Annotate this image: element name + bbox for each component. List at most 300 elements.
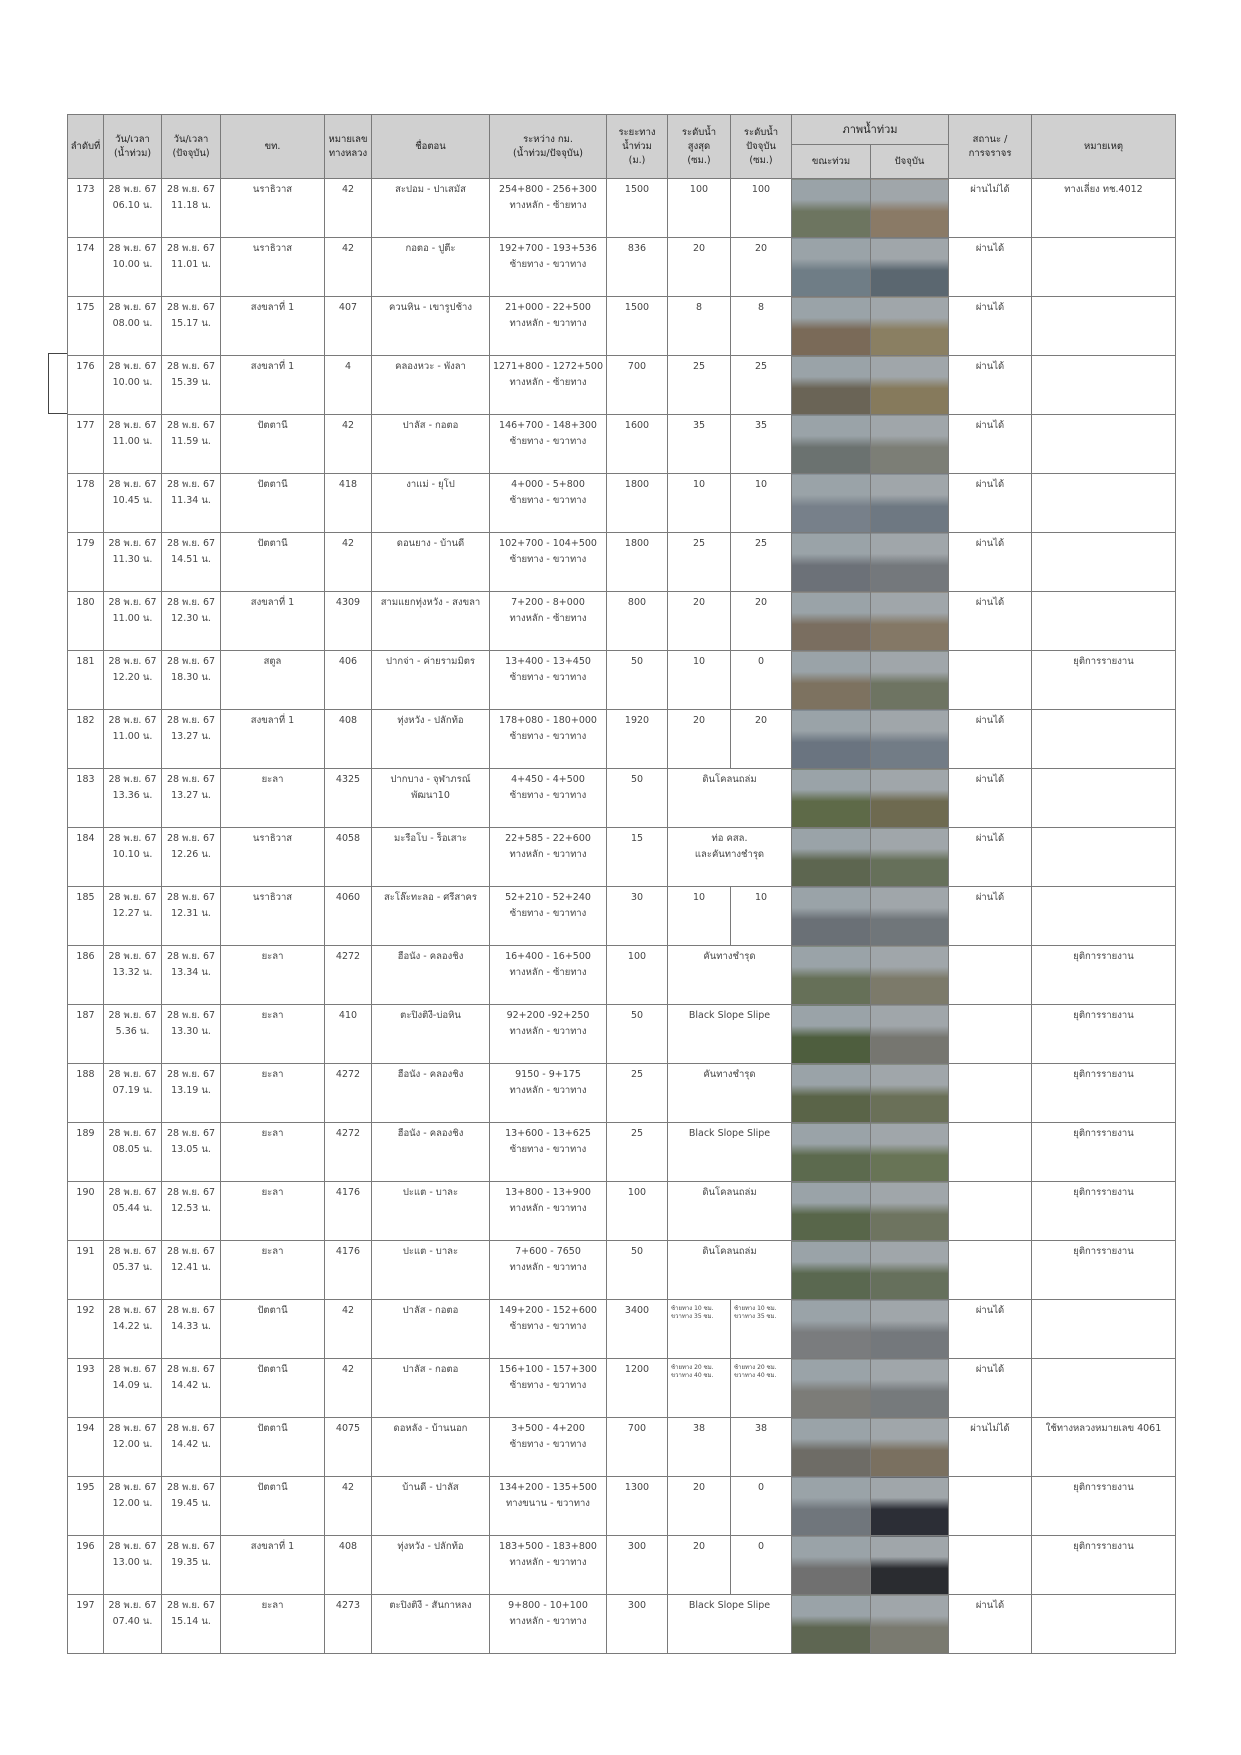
col-seq: ลำดับที่ (68, 115, 104, 179)
row-district: นราธิวาส (221, 238, 325, 297)
row-date-flood: 28 พ.ย. 67 10.00 น. (104, 238, 162, 297)
row-district: ยะลา (221, 769, 325, 828)
row-date-flood: 28 พ.ย. 67 07.40 น. (104, 1595, 162, 1654)
row-distance: 50 (607, 651, 668, 710)
row-district: ยะลา (221, 946, 325, 1005)
row-distance: 3400 (607, 1300, 668, 1359)
row-status: ผ่านได้ (949, 1595, 1032, 1654)
row-date-flood: 28 พ.ย. 67 05.37 น. (104, 1241, 162, 1300)
row-max-level: 100 (668, 179, 731, 238)
row-date-flood: 28 พ.ย. 67 08.05 น. (104, 1123, 162, 1182)
row-date-now: 28 พ.ย. 67 15.17 น. (162, 297, 221, 356)
row-km: 13+400 - 13+450 ซ้ายทาง - ขวาทาง (490, 651, 607, 710)
table-row (68, 887, 1176, 946)
row-km: 192+700 - 193+536 ซ้ายทาง - ขวาทาง (490, 238, 607, 297)
flood-report-table (67, 114, 1176, 1654)
row-date-now: 28 พ.ย. 67 12.31 น. (162, 887, 221, 946)
row-route: 406 (325, 651, 372, 710)
photo-now (871, 1418, 949, 1477)
row-district: ยะลา (221, 1064, 325, 1123)
row-seq: 188 (68, 1064, 104, 1123)
row-seq: 182 (68, 710, 104, 769)
photo-during (792, 1241, 871, 1300)
row-km: 22+585 - 22+600 ทางหลัก - ขวาทาง (490, 828, 607, 887)
photo-during (792, 1418, 871, 1477)
row-km: 4+450 - 4+500 ซ้ายทาง - ขวาทาง (490, 769, 607, 828)
row-seq: 176 (68, 356, 104, 415)
row-status (949, 1477, 1032, 1536)
table-row (68, 1536, 1176, 1595)
col-date-now: วัน/เวลา (ปัจจุบัน) (162, 115, 221, 179)
row-district: สงขลาที่ 1 (221, 297, 325, 356)
row-district: สงขลาที่ 1 (221, 592, 325, 651)
row-district: สตูล (221, 651, 325, 710)
row-section: สะโล๊ะทะลอ - ศรีสาคร (372, 887, 490, 946)
row-date-now: 28 พ.ย. 67 11.34 น. (162, 474, 221, 533)
row-cur-level: 38 (731, 1418, 792, 1477)
row-cur-level: 25 (731, 356, 792, 415)
table-row (68, 710, 1176, 769)
row-km: 13+600 - 13+625 ซ้ายทาง - ขวาทาง (490, 1123, 607, 1182)
row-section: ปะแต - บาละ (372, 1241, 490, 1300)
row-section: คลองหวะ - พังลา (372, 356, 490, 415)
row-section: มะรือโบ - ร็อเสาะ (372, 828, 490, 887)
row-section: ดอหลัง - บ้านนอก (372, 1418, 490, 1477)
row-note (1032, 356, 1176, 415)
row-section: กอตอ - ปูตีะ (372, 238, 490, 297)
row-district: ยะลา (221, 1595, 325, 1654)
row-km: 146+700 - 148+300 ซ้ายทาง - ขวาทาง (490, 415, 607, 474)
row-distance: 700 (607, 356, 668, 415)
row-date-now: 28 พ.ย. 67 13.27 น. (162, 710, 221, 769)
row-date-now: 28 พ.ย. 67 14.51 น. (162, 533, 221, 592)
row-note (1032, 828, 1176, 887)
row-km: 4+000 - 5+800 ซ้ายทาง - ขวาทาง (490, 474, 607, 533)
row-date-now: 28 พ.ย. 67 14.42 น. (162, 1418, 221, 1477)
col-km: ระหว่าง กม. (น้ำท่วม/ปัจจุบัน) (490, 115, 607, 179)
row-distance: 25 (607, 1123, 668, 1182)
row-section: สามแยกทุ่งหวัง - สงขลา (372, 592, 490, 651)
row-note (1032, 238, 1176, 297)
row-district: ปัตตานี (221, 1359, 325, 1418)
row-route: 42 (325, 1477, 372, 1536)
row-section: ปากจ่า - ค่ายรามมิตร (372, 651, 490, 710)
row-section: ตะปิงติงี-บ่อหิน (372, 1005, 490, 1064)
row-status: ผ่านได้ (949, 1300, 1032, 1359)
table-row (68, 415, 1176, 474)
col-max-level: ระดับน้ำ สูงสุด (ซม.) (668, 115, 731, 179)
row-route: 4176 (325, 1182, 372, 1241)
photo-during (792, 710, 871, 769)
photo-during (792, 1300, 871, 1359)
row-km: 3+500 - 4+200 ซ้ายทาง - ขวาทาง (490, 1418, 607, 1477)
row-date-flood: 28 พ.ย. 67 13.36 น. (104, 769, 162, 828)
row-note (1032, 1300, 1176, 1359)
row-distance: 1800 (607, 533, 668, 592)
photo-now (871, 1064, 949, 1123)
row-district: นราธิวาส (221, 179, 325, 238)
photo-during (792, 946, 871, 1005)
row-status (949, 946, 1032, 1005)
row-seq: 193 (68, 1359, 104, 1418)
row-seq: 196 (68, 1536, 104, 1595)
row-date-flood: 28 พ.ย. 67 14.09 น. (104, 1359, 162, 1418)
row-km: 9+800 - 10+100 ทางหลัก - ขวาทาง (490, 1595, 607, 1654)
table-row (68, 1595, 1176, 1654)
row-seq: 185 (68, 887, 104, 946)
row-km: 13+800 - 13+900 ทางหลัก - ขวาทาง (490, 1182, 607, 1241)
row-route: 42 (325, 1359, 372, 1418)
row-cur-level: 0 (731, 651, 792, 710)
photo-during (792, 769, 871, 828)
col-distance: ระยะทาง น้ำท่วม (ม.) (607, 115, 668, 179)
table-row (68, 769, 1176, 828)
table-row (68, 1123, 1176, 1182)
row-date-now: 28 พ.ย. 67 19.35 น. (162, 1536, 221, 1595)
row-damage-type: ดินโคลนถล่ม (668, 1182, 792, 1241)
row-section: งาแม่ - ยุโป (372, 474, 490, 533)
row-date-now: 28 พ.ย. 67 11.59 น. (162, 415, 221, 474)
row-note (1032, 1595, 1176, 1654)
photo-now (871, 238, 949, 297)
row-date-now: 28 พ.ย. 67 13.27 น. (162, 769, 221, 828)
row-route: 408 (325, 1536, 372, 1595)
row-km: 254+800 - 256+300 ทางหลัก - ซ้ายทาง (490, 179, 607, 238)
row-max-level: 10 (668, 474, 731, 533)
row-distance: 1800 (607, 474, 668, 533)
col-district: ขท. (221, 115, 325, 179)
row-status: ผ่านได้ (949, 474, 1032, 533)
row-max-level: 20 (668, 1477, 731, 1536)
row-district: ปัตตานี (221, 1300, 325, 1359)
photo-now (871, 179, 949, 238)
row-note (1032, 415, 1176, 474)
row-status: ผ่านได้ (949, 238, 1032, 297)
row-max-level: 38 (668, 1418, 731, 1477)
row-section: ปาลัส - กอตอ (372, 415, 490, 474)
photo-during (792, 179, 871, 238)
row-damage-type: ท่อ คสล. และคันทางชำรุด (668, 828, 792, 887)
row-seq: 190 (68, 1182, 104, 1241)
row-route: 408 (325, 710, 372, 769)
row-district: ปัตตานี (221, 1418, 325, 1477)
row-status (949, 1123, 1032, 1182)
row-note: ทางเลี่ยง ทช.4012 (1032, 179, 1176, 238)
table-row (68, 179, 1176, 238)
row-km: 7+200 - 8+000 ทางหลัก - ซ้ายทาง (490, 592, 607, 651)
row-date-flood: 28 พ.ย. 67 10.10 น. (104, 828, 162, 887)
table-row (68, 651, 1176, 710)
row-section: สะปอม - ปาเสมัส (372, 179, 490, 238)
row-date-flood: 28 พ.ย. 67 11.00 น. (104, 415, 162, 474)
row-date-now: 28 พ.ย. 67 13.30 น. (162, 1005, 221, 1064)
row-distance: 50 (607, 769, 668, 828)
photo-during (792, 1182, 871, 1241)
col-date-flood: วัน/เวลา (น้ำท่วม) (104, 115, 162, 179)
table-row (68, 1477, 1176, 1536)
row-section: ฮือนัง - คลองชิง (372, 946, 490, 1005)
photo-during (792, 887, 871, 946)
row-max-level: 20 (668, 1536, 731, 1595)
row-date-flood: 28 พ.ย. 67 13.00 น. (104, 1536, 162, 1595)
row-date-now: 28 พ.ย. 67 12.53 น. (162, 1182, 221, 1241)
row-district: ยะลา (221, 1005, 325, 1064)
row-district: สงขลาที่ 1 (221, 356, 325, 415)
row-date-flood: 28 พ.ย. 67 12.00 น. (104, 1477, 162, 1536)
row-max-level: 10 (668, 887, 731, 946)
row-distance: 300 (607, 1536, 668, 1595)
row-district: สงขลาที่ 1 (221, 710, 325, 769)
row-max-level: 25 (668, 356, 731, 415)
row-damage-type: Black Slope Slipe (668, 1005, 792, 1064)
row-route: 42 (325, 533, 372, 592)
row-km: 52+210 - 52+240 ซ้ายทาง - ขวาทาง (490, 887, 607, 946)
row-note (1032, 710, 1176, 769)
row-section: ปาลัส - กอตอ (372, 1300, 490, 1359)
row-note: ยุติการรายงาน (1032, 651, 1176, 710)
row-note (1032, 1359, 1176, 1418)
table-row (68, 1418, 1176, 1477)
row-date-now: 28 พ.ย. 67 15.39 น. (162, 356, 221, 415)
photo-during (792, 474, 871, 533)
row-date-flood: 28 พ.ย. 67 11.00 น. (104, 710, 162, 769)
row-distance: 1200 (607, 1359, 668, 1418)
row-district: นราธิวาส (221, 828, 325, 887)
row-district: นราธิวาส (221, 887, 325, 946)
photo-during (792, 1123, 871, 1182)
photo-during (792, 1064, 871, 1123)
row-status: ผ่านได้ (949, 533, 1032, 592)
col-photo-now: ปัจจุบัน (871, 145, 949, 179)
row-date-now: 28 พ.ย. 67 12.26 น. (162, 828, 221, 887)
row-distance: 836 (607, 238, 668, 297)
row-date-now: 28 พ.ย. 67 12.30 น. (162, 592, 221, 651)
row-route: 4272 (325, 946, 372, 1005)
row-cur-level: 8 (731, 297, 792, 356)
row-max-level: 8 (668, 297, 731, 356)
row-date-flood: 28 พ.ย. 67 5.36 น. (104, 1005, 162, 1064)
col-cur-level: ระดับน้ำ ปัจจุบัน (ซม.) (731, 115, 792, 179)
row-note: ยุติการรายงาน (1032, 1477, 1176, 1536)
margin-bracket (48, 353, 68, 414)
row-district: ปัตตานี (221, 533, 325, 592)
row-cur-level: 35 (731, 415, 792, 474)
row-date-now: 28 พ.ย. 67 15.14 น. (162, 1595, 221, 1654)
row-district: ปัตตานี (221, 1477, 325, 1536)
row-section: ฮือนัง - คลองชิง (372, 1123, 490, 1182)
row-note (1032, 533, 1176, 592)
row-route: 4325 (325, 769, 372, 828)
row-route: 4060 (325, 887, 372, 946)
row-date-flood: 28 พ.ย. 67 06.10 น. (104, 179, 162, 238)
row-note (1032, 297, 1176, 356)
row-seq: 194 (68, 1418, 104, 1477)
photo-now (871, 1005, 949, 1064)
row-seq: 181 (68, 651, 104, 710)
row-cur-level: 100 (731, 179, 792, 238)
photo-during (792, 1536, 871, 1595)
row-status: ผ่านไม่ได้ (949, 179, 1032, 238)
row-km: 92+200 -92+250 ทางหลัก - ขวาทาง (490, 1005, 607, 1064)
row-district: ยะลา (221, 1241, 325, 1300)
table-row (68, 297, 1176, 356)
row-route: 42 (325, 415, 372, 474)
row-distance: 1300 (607, 1477, 668, 1536)
photo-during (792, 1005, 871, 1064)
row-distance: 30 (607, 887, 668, 946)
photo-during (792, 828, 871, 887)
row-date-flood: 28 พ.ย. 67 11.00 น. (104, 592, 162, 651)
row-damage-type: Black Slope Slipe (668, 1123, 792, 1182)
row-cur-level: 20 (731, 592, 792, 651)
row-max-level-text: ซ้ายทาง 20 ซม. ขวาทาง 40 ซม. (671, 1364, 714, 1379)
row-date-now: 28 พ.ย. 67 13.05 น. (162, 1123, 221, 1182)
photo-during (792, 1477, 871, 1536)
photo-now (871, 946, 949, 1005)
row-seq: 187 (68, 1005, 104, 1064)
row-status: ผ่านไม่ได้ (949, 1418, 1032, 1477)
row-cur-level: 0 (731, 1536, 792, 1595)
row-route: 4272 (325, 1064, 372, 1123)
row-max-level: 35 (668, 415, 731, 474)
row-seq: 189 (68, 1123, 104, 1182)
row-note (1032, 474, 1176, 533)
photo-now (871, 1182, 949, 1241)
row-seq: 195 (68, 1477, 104, 1536)
photo-now (871, 1477, 949, 1536)
row-distance: 100 (607, 946, 668, 1005)
photo-now (871, 474, 949, 533)
row-max-level: 20 (668, 238, 731, 297)
row-section: ดอนยาง - บ้านดี (372, 533, 490, 592)
row-max-level: 10 (668, 651, 731, 710)
photo-now (871, 1536, 949, 1595)
photo-during (792, 651, 871, 710)
photo-now (871, 1123, 949, 1182)
row-section: ทุ่งหวัง - ปลักท้อ (372, 710, 490, 769)
photo-now (871, 828, 949, 887)
row-date-now: 28 พ.ย. 67 14.33 น. (162, 1300, 221, 1359)
row-seq: 174 (68, 238, 104, 297)
row-seq: 179 (68, 533, 104, 592)
row-date-flood: 28 พ.ย. 67 12.20 น. (104, 651, 162, 710)
row-cur-level: 25 (731, 533, 792, 592)
row-note: ใช้ทางหลวงหมายเลข 4061 (1032, 1418, 1176, 1477)
row-seq: 177 (68, 415, 104, 474)
row-note: ยุติการรายงาน (1032, 1123, 1176, 1182)
row-route: 42 (325, 179, 372, 238)
row-cur-level (731, 1300, 792, 1359)
table-row (68, 592, 1176, 651)
row-km: 16+400 - 16+500 ทางหลัก - ซ้ายทาง (490, 946, 607, 1005)
photo-now (871, 415, 949, 474)
row-route: 4176 (325, 1241, 372, 1300)
row-date-flood: 28 พ.ย. 67 14.22 น. (104, 1300, 162, 1359)
row-section: ปะแต - บาละ (372, 1182, 490, 1241)
row-date-now: 28 พ.ย. 67 11.01 น. (162, 238, 221, 297)
row-note: ยุติการรายงาน (1032, 1064, 1176, 1123)
row-km: 156+100 - 157+300 ซ้ายทาง - ขวาทาง (490, 1359, 607, 1418)
row-km: 134+200 - 135+500 ทางขนาน - ขวาทาง (490, 1477, 607, 1536)
row-distance: 1600 (607, 415, 668, 474)
table-row (68, 1005, 1176, 1064)
row-damage-type: Black Slope Slipe (668, 1595, 792, 1654)
row-cur-level: 20 (731, 238, 792, 297)
row-distance: 50 (607, 1241, 668, 1300)
row-status: ผ่านได้ (949, 828, 1032, 887)
row-status: ผ่านได้ (949, 415, 1032, 474)
row-distance: 100 (607, 1182, 668, 1241)
col-photos: ภาพน้ำท่วม (792, 115, 949, 145)
row-status: ผ่านได้ (949, 592, 1032, 651)
row-note: ยุติการรายงาน (1032, 946, 1176, 1005)
row-district: ยะลา (221, 1182, 325, 1241)
row-district: ปัตตานี (221, 415, 325, 474)
row-date-now: 28 พ.ย. 67 18.30 น. (162, 651, 221, 710)
table-row (68, 1241, 1176, 1300)
row-damage-type: คันทางชำรุด (668, 946, 792, 1005)
row-status: ผ่านได้ (949, 887, 1032, 946)
row-cur-level (731, 1359, 792, 1418)
row-seq: 173 (68, 179, 104, 238)
photo-now (871, 769, 949, 828)
table-row (68, 1064, 1176, 1123)
row-route: 4075 (325, 1418, 372, 1477)
row-km: 149+200 - 152+600 ซ้ายทาง - ขวาทาง (490, 1300, 607, 1359)
photo-now (871, 1595, 949, 1654)
row-max-level (668, 1300, 731, 1359)
row-section: ตะปิงติงี - สันกาหลง (372, 1595, 490, 1654)
col-photo-during: ขณะท่วม (792, 145, 871, 179)
table-row (68, 1359, 1176, 1418)
row-note (1032, 887, 1176, 946)
row-note (1032, 592, 1176, 651)
col-section: ชื่อตอน (372, 115, 490, 179)
row-route: 42 (325, 1300, 372, 1359)
photo-during (792, 1359, 871, 1418)
row-seq: 180 (68, 592, 104, 651)
row-distance: 700 (607, 1418, 668, 1477)
row-damage-type: ดินโคลนถล่ม (668, 1241, 792, 1300)
photo-now (871, 533, 949, 592)
row-cur-level: 20 (731, 710, 792, 769)
row-cur-level-text: ซ้ายทาง 10 ซม. ขวาทาง 35 ซม. (734, 1305, 777, 1320)
col-route: หมายเลข ทางหลวง (325, 115, 372, 179)
row-distance: 1500 (607, 297, 668, 356)
row-seq: 191 (68, 1241, 104, 1300)
row-note: ยุติการรายงาน (1032, 1536, 1176, 1595)
table-row (68, 1182, 1176, 1241)
table-row (68, 946, 1176, 1005)
row-note: ยุติการรายงาน (1032, 1005, 1176, 1064)
row-section: ปากบาง - จุฬาภรณ์พัฒนา10 (372, 769, 490, 828)
row-cur-level-text: ซ้ายทาง 20 ซม. ขวาทาง 40 ซม. (734, 1364, 777, 1379)
row-date-flood: 28 พ.ย. 67 10.45 น. (104, 474, 162, 533)
row-status: ผ่านได้ (949, 297, 1032, 356)
row-section: ปาลัส - กอตอ (372, 1359, 490, 1418)
row-status: ผ่านได้ (949, 356, 1032, 415)
row-section: ควนหิน - เขารูปช้าง (372, 297, 490, 356)
row-date-now: 28 พ.ย. 67 19.45 น. (162, 1477, 221, 1536)
row-seq: 175 (68, 297, 104, 356)
photo-during (792, 356, 871, 415)
row-status (949, 1241, 1032, 1300)
row-km: 21+000 - 22+500 ทางหลัก - ขวาทาง (490, 297, 607, 356)
row-seq: 184 (68, 828, 104, 887)
row-district: ปัตตานี (221, 474, 325, 533)
row-route: 4273 (325, 1595, 372, 1654)
row-date-now: 28 พ.ย. 67 12.41 น. (162, 1241, 221, 1300)
